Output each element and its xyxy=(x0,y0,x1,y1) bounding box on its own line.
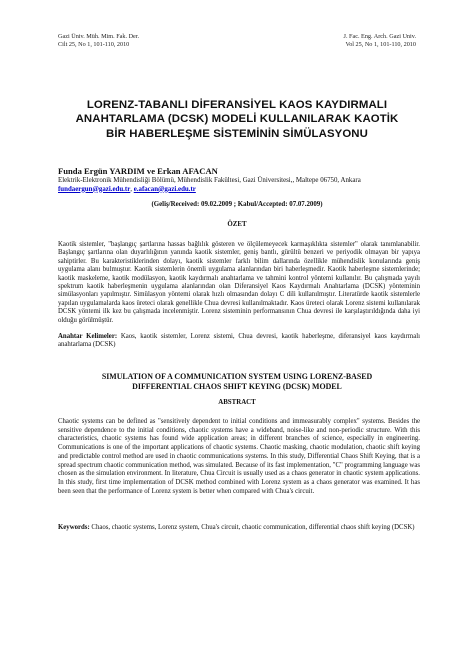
journal-volume-en: Vol 25, No 1, 101-110, 2010 xyxy=(345,41,416,48)
email-link-1[interactable]: fundaergun@gazi.edu.tr xyxy=(58,185,131,193)
english-title-line: DIFFERENTIAL CHAOS SHIFT KEYING (DCSK) MODEL xyxy=(132,382,342,391)
author-names: Funda Ergün YARDIM ve Erkan AFACAN xyxy=(58,166,218,176)
journal-name-en: J. Fac. Eng. Arch. Gazi Univ. xyxy=(343,33,416,40)
paper-title xyxy=(40,98,434,141)
paper-title-line: LORENZ-TABANLI DİFERANSİYEL KAOS KAYDIRMALI xyxy=(86,99,388,111)
tr-abstract-text: Kaotik sistemler, "başlangıç şartlarına hassas bağlılık gösteren ve ölçülemeyecek karmaşıklıkta sistemler" olarak tanımlanabilir. Başlangıç şartlarına olan duyarlılığının yanında kaotik sistemler, geniş bantlı, gürültü benzeri ve periyodik olmayan bir yapıya sahiptirler. Bu karakteristiklerinden dolayı, kaotik sistemler farklı bilim dallarında özellikle mühendislik konularında geniş uygulama alanı bulmuştur. Kaotik sistemlerin önemli uygulama alanlarından biri haberleşmedir. Kaotik haberleşme sistemlerinde; kaotik maskeleme, kaotik modülasyon, kaotik kaydırmalı anahtarlama ve tahmini kontrol yöntemi kullanılır. Bu çalışmada yayılı spektrum kaotik haberleşmenin uygulama alanlarından olan Diferansiyel Kaos Kaydırmalı Anahtarlama (DCSK) yönteminin simülasyonları yapılmıştır. Simülasyon yöntemi olarak hızlı olmasından dolayı C dili kullanılmıştır. Literatürde kaotik sistemlerle yapılan uygulamalarda kaos üreteci olarak genellikle Chua devresi kullanılmaktadır. Kaos üreteci olarak Lorenz sistemi kullanılarak DCSK yöntemi ilk kez bu çalışmada incelenmiştir. Lorenz sisteminin performansının Chua devresi ile karşılaştırıldığında daha iyi olduğu görülmüştür. xyxy=(58,241,420,324)
affiliation-text: Elektrik-Elektronik Mühendisliği Bölümü, Mühendislik Fakültesi, Gazi Üniversitesi,, Maltepe 06750, Ankara xyxy=(58,177,361,184)
tr-abstract-heading: ÖZET xyxy=(227,221,247,228)
email-link-2[interactable]: e.afacan@gazi.edu.tr xyxy=(133,185,196,193)
email-separator: , xyxy=(130,185,134,193)
received-accepted-dates: (Geliş/Received: 09.02.2009 ; Kabul/Accepted: 07.07.2009) xyxy=(151,201,323,208)
tr-keywords xyxy=(58,333,420,350)
en-keywords-text: Chaos, chaotic systems, Lorenz system, Chua's circuit, chaotic communication, differential chaos shift keying (DCSK) xyxy=(89,524,415,531)
author-affiliation xyxy=(58,177,428,194)
journal-header-left xyxy=(58,33,139,49)
english-title xyxy=(40,372,434,392)
tr-keywords-label: Anahtar Kelimeler: xyxy=(58,333,118,340)
en-abstract-heading: ABSTRACT xyxy=(218,399,256,406)
journal-volume-tr: Cilt 25, No 1, 101-110, 2010 xyxy=(58,41,130,48)
paper-title-line: ANAHTARLAMA (DCSK) MODELİ KULLANILARAK KAOTİK xyxy=(75,113,399,126)
en-keywords xyxy=(58,524,420,532)
english-title-line: SIMULATION OF A COMMUNICATION SYSTEM USING LORENZ-BASED xyxy=(101,372,373,381)
author-emails xyxy=(58,186,428,195)
paper-title-line: BİR HABERLEŞME SİSTEMİNİN SİMÜLASYONU xyxy=(106,127,368,140)
en-abstract-text: Chaotic systems can be defined as "sensitively dependent to initial conditions and immeasurably complex" systems. Besides the sensitive dependence to the initial conditions, chaotic systems have a wideband, noise-like and non-periodic structure. With this characteristics, chaotic systems has found wide application areas; in different branches of science, especially in engineering. Communications is one of the important applications of chaotic systems. Chaotic masking, chaotic modulation, chaotic shift keying and predictable control method are used in chaotic communications systems. In this study, Differential Chaos Shift Keying, that is a spread spectrum chaotic communication method, was simulated. Because of its fast implementation, "C" programming language was chosen as the simulation environment. In literature, Chua Circuit is usually used as a chaos generator in chaotic system applications. In this study, first time implementation of DCSK method combined with Lorenz system as a chaos generator was examined. It has been seen that the performance of Lorenz system is better when compared with Chua's circuit. xyxy=(58,418,420,495)
en-keywords-label: Keywords: xyxy=(58,524,90,531)
journal-header-right xyxy=(344,33,416,49)
tr-keywords-text: Kaos, kaotik sistemler, Lorenz sistemi, Chua devresi, kaotik haberleşme, diferansiyel kaos kaydırmalı anahtarlama (DCSK) xyxy=(58,333,420,349)
journal-name-tr: Gazi Üniv. Müh. Mim. Fak. Der. xyxy=(58,33,140,40)
